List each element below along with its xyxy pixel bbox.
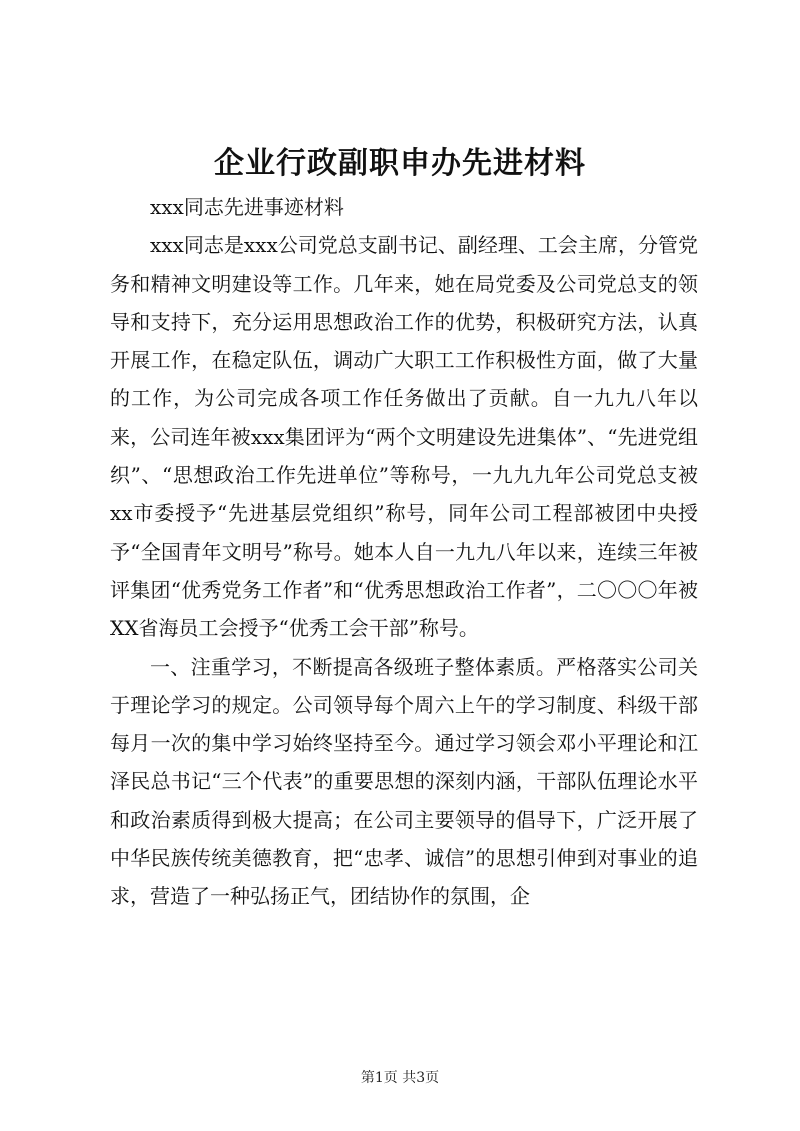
document-body bbox=[110, 188, 698, 916]
page-footer: 第1页 共3页 bbox=[360, 1070, 440, 1086]
section-one-paragraph: 一、注重学习，不断提高各级班子整体素质。严格落实公司关于理论学习的规定。公司领导每个周六上午的学习制度、科级干部每月一次的集中学习始终坚持至今。通过学习领会邓小平理论和江泽民总书记“三个代表”的重要思想的深刻内涵，干部队伍理论水平和政治素质得到极大提高；在公司主要领导的倡导下，广泛开展了中华民族传统美德教育，把“忠孝、诚信”的思想引伸到对事业的追求，营造了一种弘扬正气，团结协作的氛围，企 bbox=[110, 654, 698, 909]
subtitle-paragraph: xxx同志先进事迹材料 bbox=[150, 195, 344, 219]
intro-paragraph: xxx同志是xxx公司党总支副书记、副经理、工会主席，分管党务和精神文明建设等工作。几年来，她在局党委及公司党总支的领导和支持下，充分运用思想政治工作的优势，积极研究方法，认真开展工作，在稳定队伍，调动广大职工工作积极性方面，做了大量的工作，为公司完成各项工作任务做出了贡献。自一九九八年以来，公司连年被xxx集团评为“两个文明建设先进集体”、“先进党组织”、“思想政治工作先进单位”等称号，一九九九年公司党总支被xx市委授予“先进基层党组织”称号，同年公司工程部被团中央授予“全国青年文明号”称号。她本人自一九九八年以来，连续三年被评集团“优秀党务工作者”和“优秀思想政治工作者”，二〇〇〇年被XX省海员工会授予“优秀工会干部”称号。 bbox=[110, 233, 698, 641]
document-title: 企业行政副职申办先进材料 bbox=[214, 146, 586, 181]
